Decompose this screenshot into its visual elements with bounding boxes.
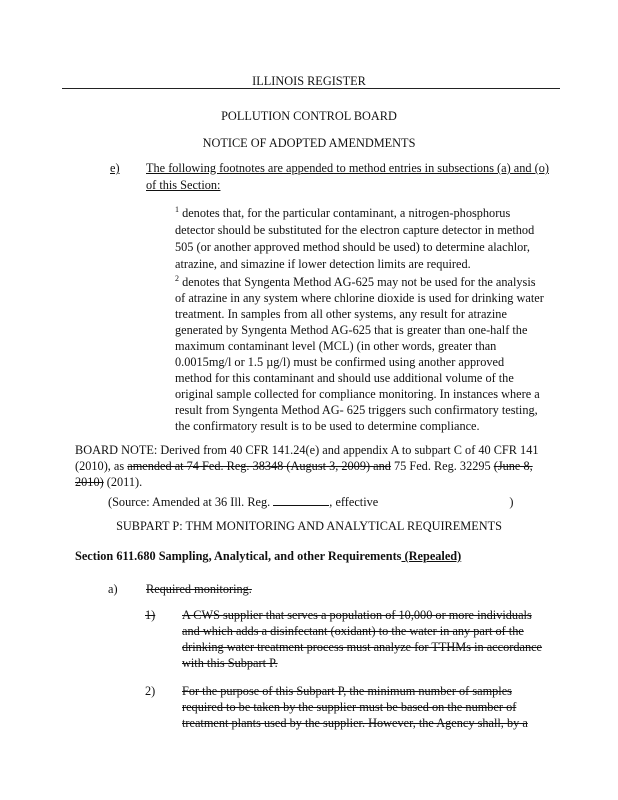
footnote-2-line: of atrazine in any system where chlorine dioxide is used for drinking water	[175, 291, 544, 305]
footnote-2-line: maximum contaminant level (MCL) (in other words, greater than	[175, 339, 497, 353]
footnote-1-line: 505 (or another approved method should be used) to determine alachlor,	[175, 240, 530, 254]
subsection-e-line: of this Section:	[146, 178, 221, 192]
item-1-line: A CWS supplier that serves a population of 10,000 or more individuals	[182, 608, 532, 622]
board-note-line: 2010) (2011).	[75, 475, 143, 489]
item-1-line: drinking water treatment process must analyze for TTHMs in accordance	[182, 640, 543, 654]
footnote-2-line: method for this contaminant and should use additional volume of the	[175, 371, 514, 385]
item-1-line: and which adds a disinfectant (oxidant) to the water in any part of the	[182, 624, 524, 638]
item-a-label: a)	[108, 582, 118, 596]
footnote-1-line: atrazine, and simazine if lower detection limits are required.	[175, 257, 471, 271]
source-note: (Source: Amended at 36 Ill. Reg. , effective )	[108, 495, 514, 509]
item-2-label: 2)	[145, 684, 156, 698]
item-2-line: required to be taken by the supplier must be based on the number of	[182, 700, 517, 714]
register-header: ILLINOIS REGISTER	[252, 74, 366, 88]
item-2-line: For the purpose of this Subpart P, the minimum number of samples	[182, 684, 512, 698]
item-a-text: Required monitoring.	[146, 582, 252, 596]
section-heading: Section 611.680 Sampling, Analytical, and other Requirements (Repealed)	[75, 549, 462, 563]
footnote-2-line: result from Syngenta Method AG- 625 triggers such confirmatory testing,	[175, 403, 538, 417]
footnote-1-line: detector should be substituted for the electron capture detector in method	[175, 223, 535, 237]
board-note-line: (2010), as amended at 74 Fed. Reg. 38348 (August 3, 2009) and 75 Fed. Reg. 32295 (June 8,	[75, 459, 533, 473]
footnote-2-line: generated by Syngenta Method AG-625 that is greater than one-half the	[175, 323, 528, 337]
item-2-line: treatment plants used by the supplier. However, the Agency shall, by a	[182, 716, 528, 730]
board-title: POLLUTION CONTROL BOARD	[221, 109, 397, 123]
header-rule	[62, 88, 560, 89]
subpart-heading: SUBPART P: THM MONITORING AND ANALYTICAL REQUIREMENTS	[116, 519, 502, 533]
footnote-1: $^1$ denotes that, for the particular contaminant, a nitrogen-phosphorus	[175, 205, 511, 220]
footnote-2-line: treatment. In samples from all other systems, any result for atrazine	[175, 307, 507, 321]
footnote-2: $^2$ denotes that Syngenta Method AG-625 may not be used for the analysis	[175, 274, 536, 289]
footnote-2-line: original sample collected for compliance monitoring. In instances where a	[175, 387, 540, 401]
footnote-2-line: 0.0015mg/l or 1.5 µg/l) must be confirmed using another approved	[175, 355, 505, 369]
item-1-label: 1)	[145, 608, 156, 622]
footnote-2-line: the confirmatory result is to be used to determine compliance.	[175, 419, 480, 433]
item-1-line: with this Subpart P.	[182, 656, 278, 670]
subsection-e-line: The following footnotes are appended to method entries in subsections (a) and (o)	[146, 161, 549, 175]
board-note: BOARD NOTE: Derived from 40 CFR 141.24(e) and appendix A to subpart C of 40 CFR 141	[75, 443, 539, 457]
subsection-e-label: e)	[110, 161, 120, 175]
notice-title: NOTICE OF ADOPTED AMENDMENTS	[202, 136, 416, 150]
